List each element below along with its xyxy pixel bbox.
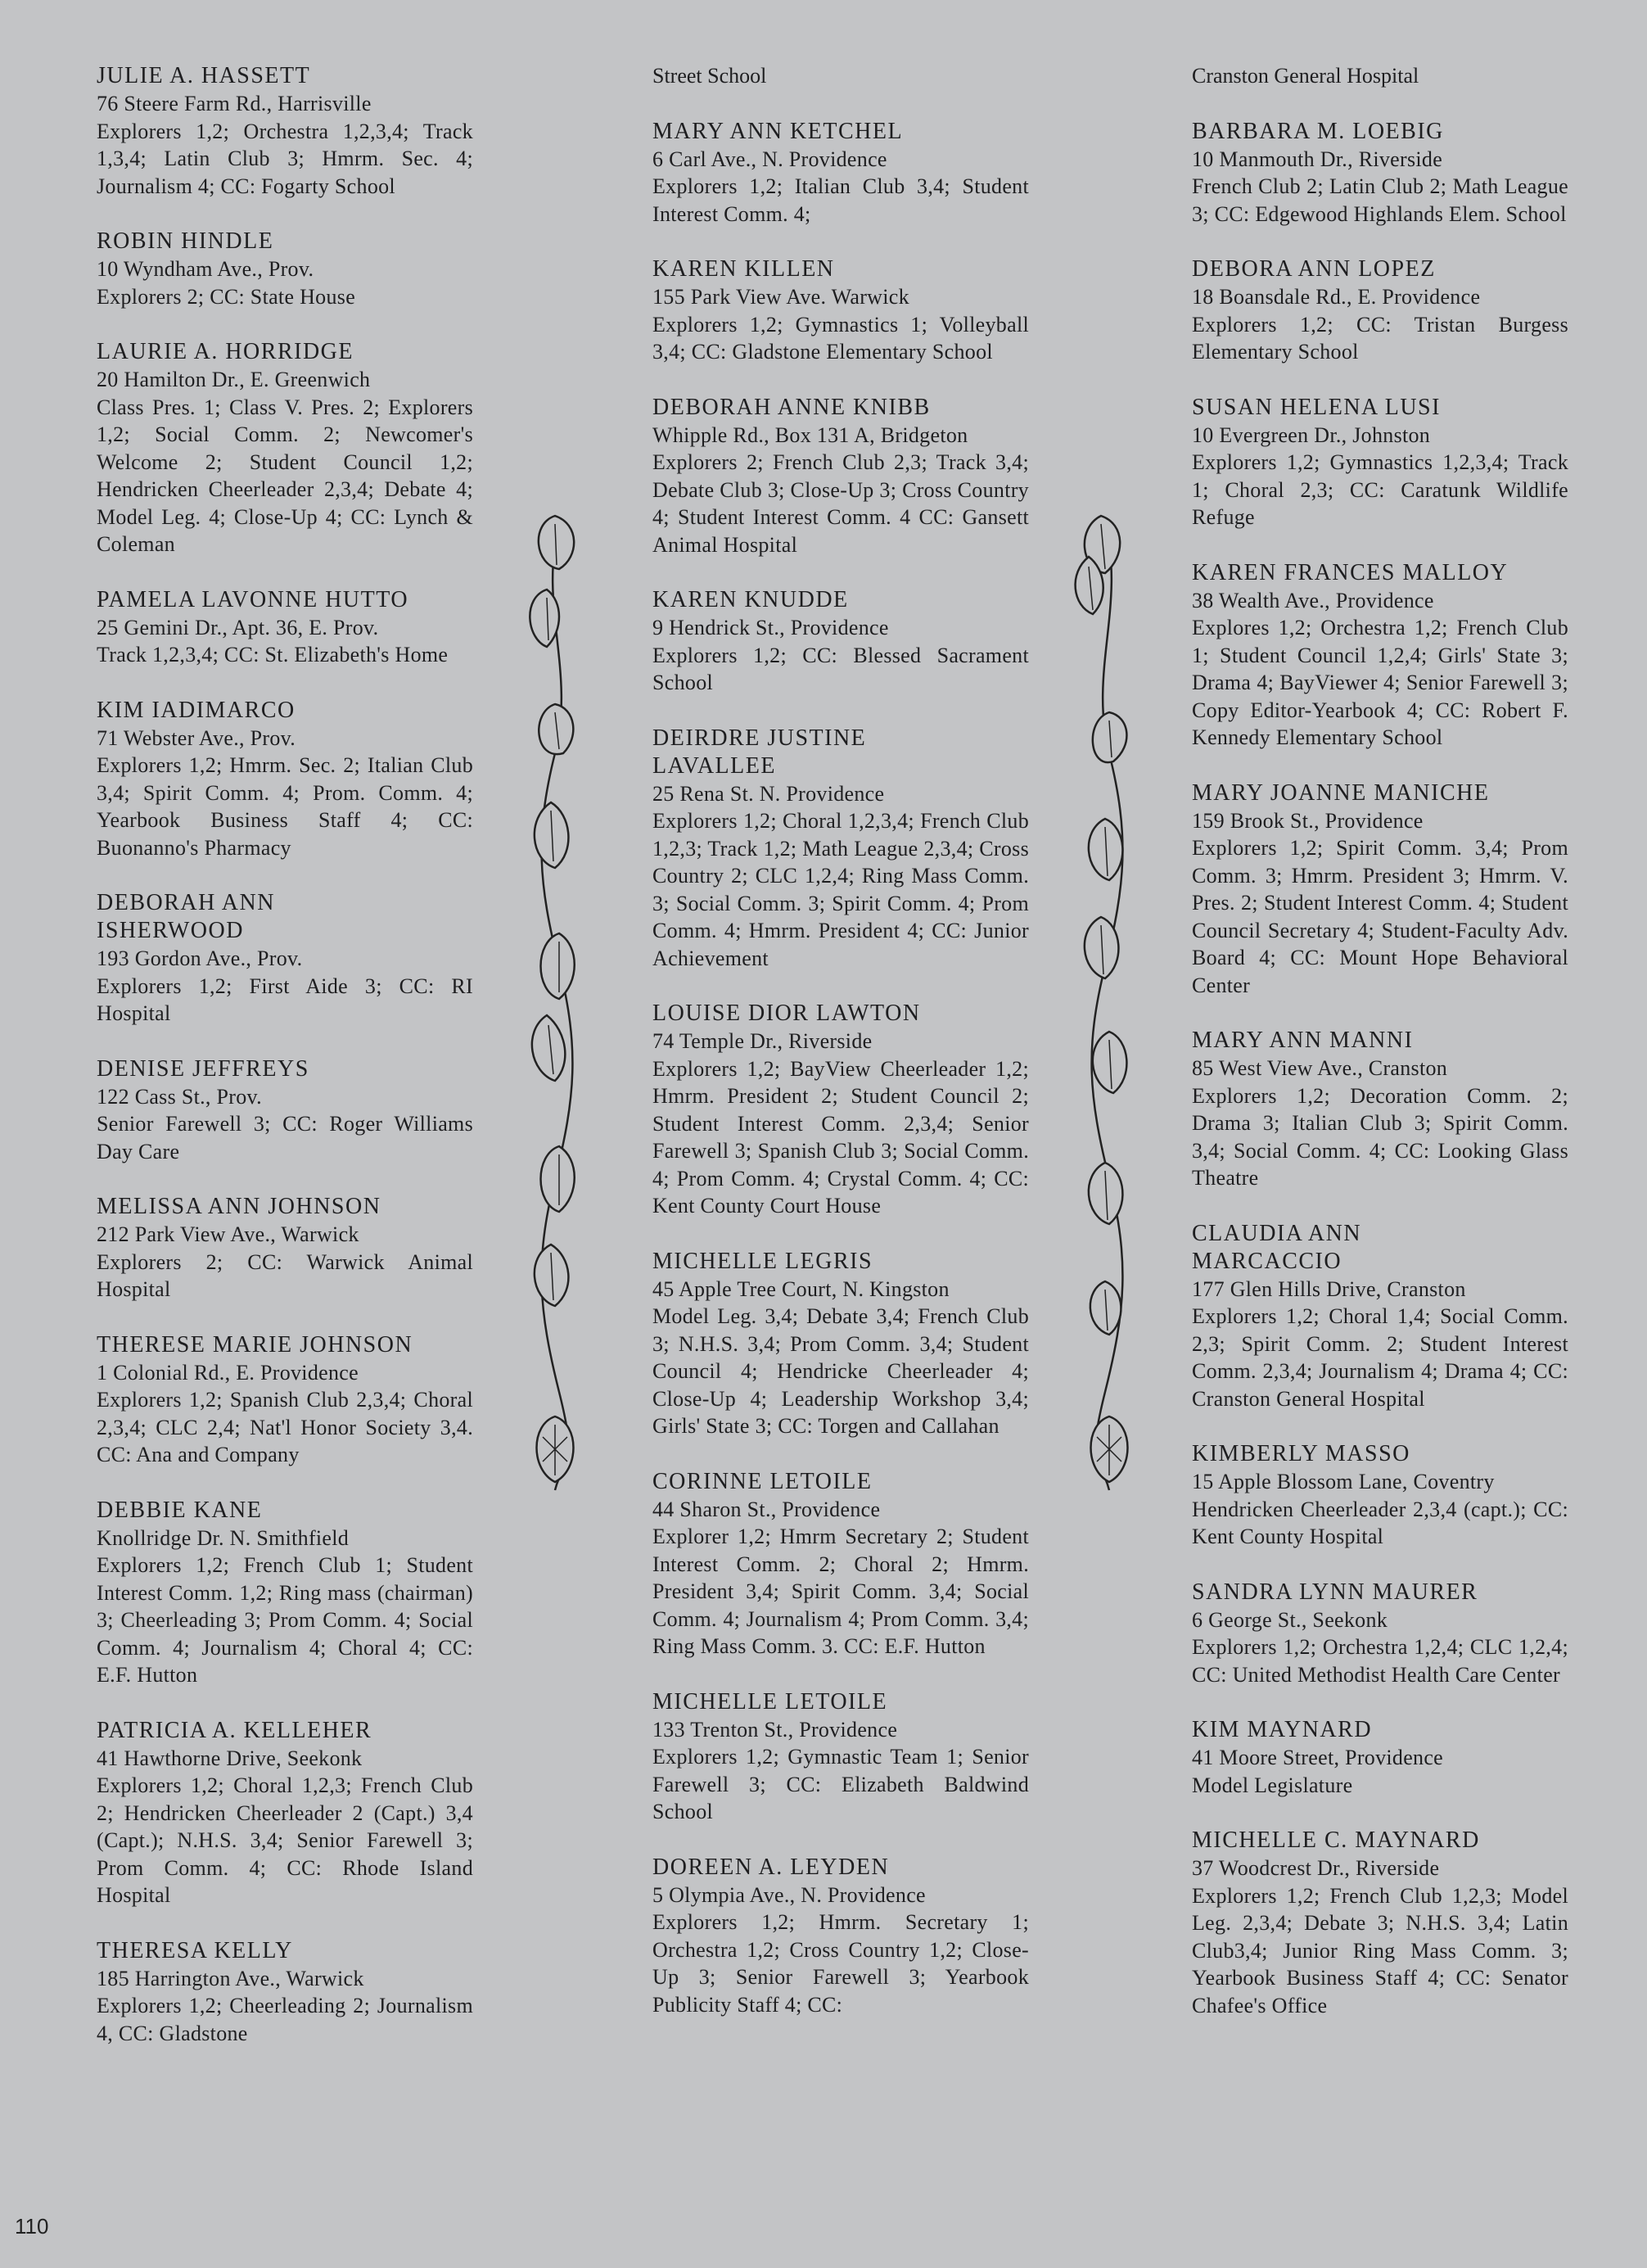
senior-name: MICHELLE LETOILE (652, 1688, 888, 1715)
senior-entry (1192, 1716, 1568, 1799)
senior-details: 45 Apple Tree Court, N. Kingston Model Leg. 3,4; Debate 3,4; French Club 3; N.H.S. 3,4; Prom Comm. 3,4; Student Council 4; Hendricke Cheerleader 4; Close-Up 4; Leadership Workshop 3,4; Girls' State 3; CC: Torgen and Callahan (652, 1276, 1029, 1438)
senior-entry (652, 586, 1029, 697)
senior-entry (97, 889, 473, 1028)
senior-entry (652, 394, 1029, 559)
senior-name: THERESE MARIE JOHNSON (97, 1331, 413, 1358)
senior-details: 193 Gordon Ave., Prov. Explorers 1,2; First Aide 3; CC: RI Hospital (97, 947, 473, 1025)
senior-name: DEBORAH ANNE KNIBB (652, 394, 931, 420)
senior-name: DEBORAH ANN ISHERWOOD (97, 890, 275, 943)
senior-entry (1192, 1220, 1568, 1413)
senior-name: KAREN FRANCES MALLOY (1192, 559, 1509, 585)
senior-details: 25 Gemini Dr., Apt. 36, E. Prov. Track 1,2,3,4; CC: St. Elizabeth's Home (97, 615, 449, 666)
senior-details: 18 Boansdale Rd., E. Providence Explorers 1,2; CC: Tristan Burgess Elementary School (1192, 285, 1568, 364)
senior-entry (652, 118, 1029, 228)
senior-entry (652, 1000, 1029, 1220)
senior-entry (97, 1937, 473, 2048)
senior-name: DEBBIE KANE (97, 1497, 263, 1523)
continued-text: Cranston General Hospital (1192, 64, 1419, 88)
senior-entry (1192, 1579, 1568, 1689)
column-3 (1192, 62, 1568, 2047)
senior-name: KIMBERLY MASSO (1192, 1441, 1410, 1466)
senior-name: BARBARA M. LOEBIG (1192, 118, 1444, 144)
senior-name: KIM IADIMARCO (97, 697, 296, 723)
senior-details: 41 Moore Street, Providence Model Legislature (1192, 1746, 1444, 1797)
senior-details: 212 Park View Ave., Warwick Explorers 2; CC: Warwick Animal Hospital (97, 1222, 473, 1301)
senior-details: 5 Olympia Ave., N. Providence Explorers 1,2; Hmrm. Secretary 1; Orchestra 1,2; Cross Country 1,2; Close-Up 3; Senior Farewell 3; Yearbook Publicity Staff 4; CC: (652, 1882, 1029, 2017)
continued-text: Street School (652, 64, 767, 88)
vine-ornament-left (514, 508, 596, 1507)
senior-entry (97, 1497, 473, 1689)
senior-entry (652, 1854, 1029, 2019)
senior-name: SUSAN HELENA LUSI (1192, 394, 1441, 420)
senior-details: 15 Apple Blossom Lane, Coventry Hendricken Cheerleader 2,3,4 (capt.); CC: Kent County Hospital (1192, 1470, 1568, 1548)
senior-name: ROBIN HINDLE (97, 228, 274, 254)
senior-name: DENISE JEFFREYS (97, 1055, 309, 1082)
senior-name: LOUISE DIOR LAWTON (652, 1001, 921, 1026)
column-1 (97, 62, 473, 2075)
senior-name: JULIE A. HASSETT (97, 63, 311, 88)
senior-entry (1192, 394, 1568, 531)
senior-name: CLAUDIA ANN MARCACCIO (1192, 1220, 1362, 1274)
senior-entry (97, 1717, 473, 1909)
senior-details: 10 Wyndham Ave., Prov. Explorers 2; CC: State House (97, 257, 356, 309)
senior-details: 1 Colonial Rd., E. Providence Explorers 1,2; Spanish Club 2,3,4; Choral 2,3,4; CLC 2,4; Nat'l Honor Society 3,4. CC: Ana and Company (97, 1360, 473, 1466)
senior-details: 6 Carl Ave., N. Providence Explorers 1,2; Italian Club 3,4; Student Interest Comm. 4; (652, 147, 1029, 226)
senior-details: 25 Rena St. N. Providence Explorers 1,2; Choral 1,2,3,4; French Club 1,2,3; Track 1,2; Math League 2,3,4; Cross Country 2; CLC 1,2,4; Ring Mass Comm. 3; Social Comm. 3; Spirit Comm. 4; Prom Comm. 4; Hmrm. President 4; CC: Junior Achievement (652, 781, 1029, 970)
senior-entry (97, 1331, 473, 1469)
senior-entry (97, 1193, 473, 1303)
senior-details: 6 George St., Seekonk Explorers 1,2; Orchestra 1,2,4; CLC 1,2,4; CC: United Methodist Health Care Center (1192, 1607, 1568, 1687)
senior-details: 122 Cass St., Prov. Senior Farewell 3; CC: Roger Williams Day Care (97, 1084, 473, 1163)
senior-entry (652, 1688, 1029, 1826)
senior-entry (1192, 255, 1568, 366)
senior-details: 85 West View Ave., Cranston Explorers 1,2; Decoration Comm. 2; Drama 3; Italian Club 3; Spirit Comm. 3,4; Social Comm. 4; CC: Looking Glass Theatre (1192, 1056, 1568, 1190)
senior-name: MELISSA ANN JOHNSON (97, 1194, 381, 1219)
senior-name: CORINNE LETOILE (652, 1468, 873, 1494)
vine-ornament-right (1064, 508, 1146, 1507)
senior-details: 37 Woodcrest Dr., Riverside Explorers 1,2; French Club 1,2,3; Model Leg. 2,3,4; Debate 3; N.H.S. 3,4; Latin Club3,4; Junior Ring Mass Comm. 3; Yearbook Business Staff 4; CC: Senator Chafee's Office (1192, 1856, 1568, 2017)
senior-details: 10 Manmouth Dr., Riverside French Club 2; Latin Club 2; Math League 3; CC: Edgewood Highlands Elem. School (1192, 147, 1568, 226)
senior-entry (97, 586, 473, 669)
senior-name: KAREN KILLEN (652, 256, 835, 282)
senior-entry (1192, 1027, 1568, 1192)
senior-name: MARY JOANNE MANICHE (1192, 779, 1490, 806)
senior-entry (97, 338, 473, 558)
senior-name: PAMELA LAVONNE HUTTO (97, 586, 409, 612)
senior-name: THERESA KELLY (97, 1937, 293, 1963)
senior-entry (1192, 779, 1568, 1000)
senior-name: KAREN KNUDDE (652, 587, 849, 612)
senior-details: 185 Harrington Ave., Warwick Explorers 1,2; Cheerleading 2; Journalism 4, CC: Gladstone (97, 1966, 473, 2045)
senior-name: MARY ANN KETCHEL (652, 118, 904, 144)
senior-details: 177 Glen Hills Drive, Cranston Explorers 1,2; Choral 1,4; Social Comm. 2,3; Spirit Comm. 2; Student Interest Comm. 2,3,4; Journalism 4; Drama 4; CC: Cranston General Hospital (1192, 1276, 1568, 1411)
senior-details: 159 Brook St., Providence Explorers 1,2; Spirit Comm. 3,4; Prom Comm. 3; Hmrm. President 3; Hmrm. V. Pres. 2; Student Interest Comm. 4; Student Council Secretary 4; Student-Faculty Adv. Board 4; CC: Mount Hope Behavioral Center (1192, 808, 1568, 997)
senior-details: 9 Hendrick St., Providence Explorers 1,2; CC: Blessed Sacrament School (652, 616, 1029, 694)
senior-details: 133 Trenton St., Providence Explorers 1,2; Gymnastic Team 1; Senior Farewell 3; CC: Elizabeth Baldwind School (652, 1717, 1029, 1823)
senior-name: DEIRDRE JUSTINE LAVALLEE (652, 725, 867, 779)
senior-details: 76 Steere Farm Rd., Harrisville Explorers 1,2; Orchestra 1,2,3,4; Track 1,3,4; Latin Club 3; Hmrm. Sec. 4; Journalism 4; CC: Fogarty School (97, 92, 473, 198)
senior-entry (97, 1055, 473, 1166)
senior-details: 20 Hamilton Dr., E. Greenwich Class Pres. 1; Class V. Pres. 2; Explorers 1,2; Social Comm. 2; Newcomer's Welcome 2; Student Council 1,2; Hendricken Cheerleader 2,3,4; Debate 4; Model Leg. 4; Close-Up 4; CC: Lynch & Coleman (97, 368, 473, 556)
senior-details: 41 Hawthorne Drive, Seekonk Explorers 1,2; Choral 1,2,3; French Club 2; Hendricken Cheerleader 2 (Capt.) 3,4 (Capt.); N.H.S. 3,4; Senior Farewell 3; Prom Comm. 4; CC: Rhode Island Hospital (97, 1746, 473, 1907)
page-number: 110 (15, 2214, 49, 2239)
senior-name: KIM MAYNARD (1192, 1717, 1373, 1742)
senior-name: PATRICIA A. KELLEHER (97, 1717, 372, 1743)
senior-details: 44 Sharon St., Providence Explorer 1,2; Hmrm Secretary 2; Student Interest Comm. 2; Choral 2; Hmrm. President 3,4; Spirit Comm. 3,4; Social Comm. 4; Journalism 4; Prom Comm. 3,4; Ring Mass Comm. 3. CC: E.F. Hutton (652, 1497, 1029, 1658)
column-2 (652, 62, 1029, 2046)
senior-entry (1192, 559, 1568, 752)
senior-name: MICHELLE LEGRIS (652, 1248, 873, 1274)
senior-entry (1192, 1440, 1568, 1551)
senior-details: Knollridge Dr. N. Smithfield Explorers 1,2; French Club 1; Student Interest Comm. 1,2; Ring mass (chairman) 3; Cheerleading 3; Prom Comm. 4; Social Comm. 4; Journalism 4; Choral 4; CC: E.F. Hutton (97, 1525, 473, 1687)
vine-illustration (514, 508, 596, 1507)
senior-entry (97, 697, 473, 862)
senior-entry (652, 255, 1029, 366)
vine-illustration (1064, 508, 1146, 1507)
senior-entry (1192, 1827, 1568, 2019)
senior-entry (652, 1468, 1029, 1660)
senior-details: 74 Temple Dr., Riverside Explorers 1,2; BayView Cheerleader 1,2; Hmrm. President 2; Student Council 2; Student Interest Comm. 2,3,4; Senior Farewell 3; Spanish Club 3; Social Comm. 4; Prom Comm. 4; Crystal Comm. 4; CC: Kent County Court House (652, 1029, 1029, 1218)
senior-entry (97, 62, 473, 200)
senior-entry (1192, 118, 1568, 228)
senior-entry (97, 228, 473, 310)
senior-entry (652, 1248, 1029, 1440)
senior-details: 38 Wealth Ave., Providence Explores 1,2; Orchestra 1,2; French Club 1; Student Council 1,2,4; Girls' State 3; Drama 4; BayViewer 4; Senior Farewell 3; Copy Editor-Yearbook 4; CC: Robert F. Kennedy Elementary School (1192, 588, 1568, 749)
senior-name: SANDRA LYNN MAURER (1192, 1579, 1478, 1605)
senior-name: DOREEN A. LEYDEN (652, 1854, 890, 1880)
senior-details: 10 Evergreen Dr., Johnston Explorers 1,2; Gymnastics 1,2,3,4; Track 1; Choral 2,3; CC: Caratunk Wildlife Refuge (1192, 422, 1568, 529)
senior-entry (652, 725, 1029, 973)
senior-details: Whipple Rd., Box 131 A, Bridgeton Explorers 2; French Club 2,3; Track 3,4; Debate Club 3; Close-Up 3; Cross Country 4; Student Interest Comm. 4 CC: Gansett Animal Hospital (652, 422, 1029, 557)
senior-name: LAURIE A. HORRIDGE (97, 339, 354, 364)
senior-name: MARY ANN MANNI (1192, 1028, 1414, 1053)
senior-name: DEBORA ANN LOPEZ (1192, 256, 1436, 282)
senior-details: 155 Park View Ave. Warwick Explorers 1,2; Gymnastics 1; Volleyball 3,4; CC: Gladstone Elementary School (652, 285, 1029, 364)
senior-name: MICHELLE C. MAYNARD (1192, 1828, 1480, 1853)
senior-details: 71 Webster Ave., Prov. Explorers 1,2; Hmrm. Sec. 2; Italian Club 3,4; Spirit Comm. 4; Prom. Comm. 4; Yearbook Business Staff 4; CC: Buonanno's Pharmacy (97, 725, 473, 860)
